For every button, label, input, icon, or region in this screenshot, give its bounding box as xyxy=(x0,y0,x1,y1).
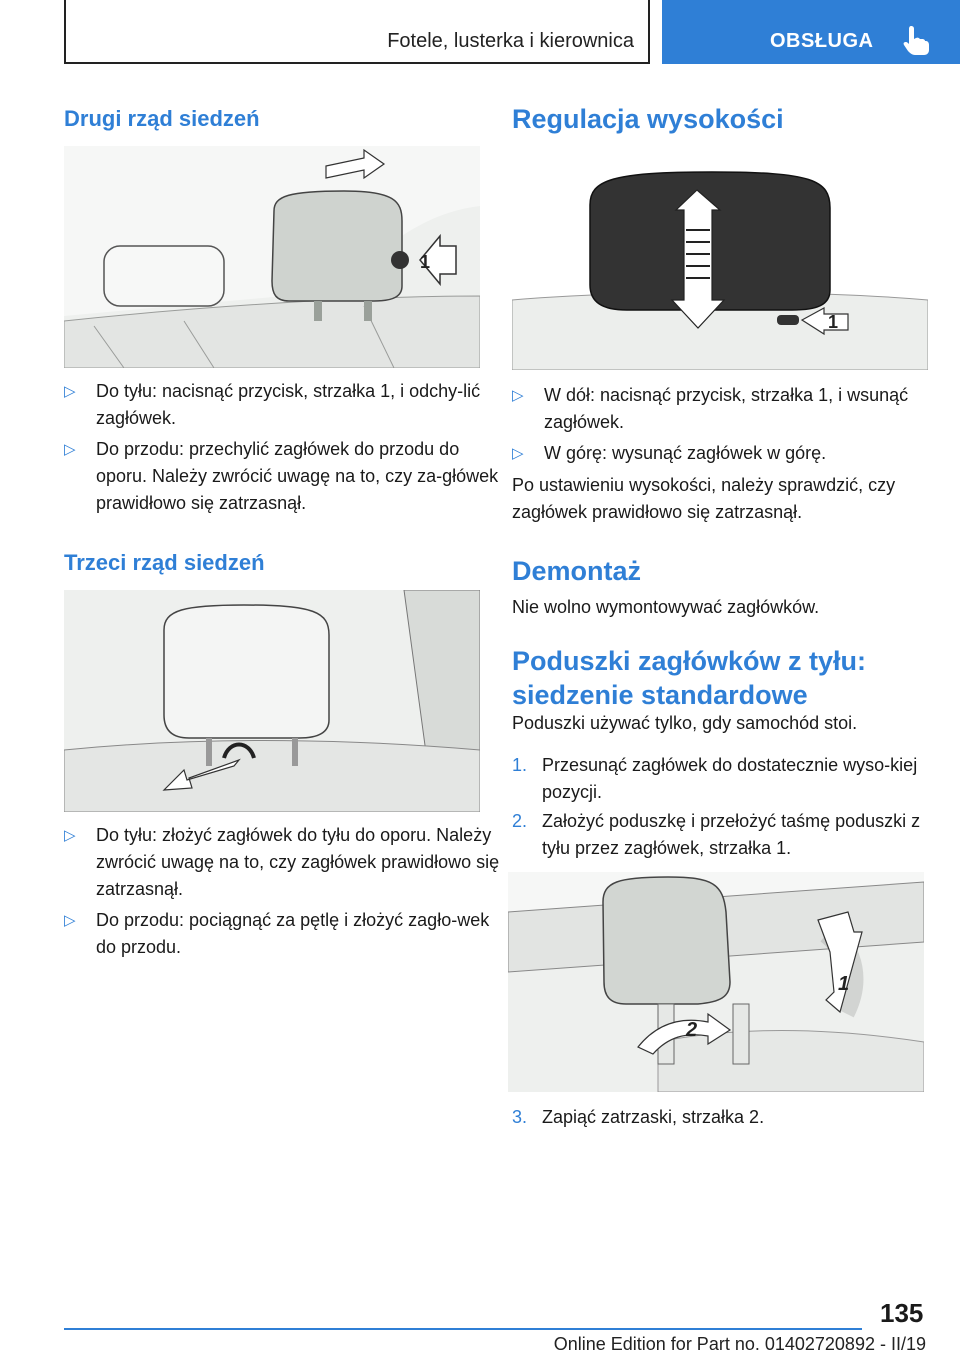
page-number: 135 xyxy=(880,1298,924,1328)
footer-edition: Online Edition for Part no. 01402720892 - II/19 xyxy=(553,1334,926,1354)
cushion-install-illustration xyxy=(508,872,924,1092)
bullet-triangle-icon: ▷ xyxy=(64,383,76,400)
list-item: ▷ Do tyłu: złożyć zagłówek do tyłu do oporu. Należy zwrócić uwagę na to, czy zagłówek prawidłowo się zatrzasnął. xyxy=(64,822,504,903)
list-item: 2. Założyć poduszkę i przełożyć taśmę poduszki z tyłu przez zagłówek, strzałka 1. xyxy=(512,808,942,862)
list-item: ▷ Do przodu: pociągnąć za pętlę i złożyć zagło-wek do przodu. xyxy=(64,907,504,961)
removal-text: Nie wolno wymontowywać zagłówków. xyxy=(512,597,820,617)
illus4-callout-1: 1 xyxy=(838,973,850,995)
bullet-triangle-icon: ▷ xyxy=(512,445,524,462)
third-row-headrest-illustration xyxy=(64,590,480,812)
second-row-headrest-illustration xyxy=(64,146,480,368)
section-title: Fotele, lusterka i kierownica xyxy=(387,30,634,52)
list-item: ▷ Do tyłu: nacisnąć przycisk, strzałka 1, i odchy-lić zagłówek. xyxy=(64,378,504,432)
list-item: 3. Zapiąć zatrzaski, strzałka 2. xyxy=(512,1104,942,1131)
bullet-triangle-icon: ▷ xyxy=(64,441,76,458)
heading-third-row: Trzeci rząd siedzeń xyxy=(64,550,265,575)
illus4-callout-2: 2 xyxy=(686,1019,698,1041)
illus1-callout-1: 1 xyxy=(420,252,431,272)
list-item: 1. Przesunąć zagłówek do dostatecznie wyso-kiej pozycji. xyxy=(512,752,942,806)
list-item: ▷ W dół: nacisnąć przycisk, strzałka 1, i wsunąć zagłówek. xyxy=(512,382,952,436)
chapter-tab-label: OBSŁUGA xyxy=(770,30,874,52)
heading-removal: Demontaż xyxy=(512,556,642,586)
chapter-tab[interactable] xyxy=(662,0,960,64)
heading-second-row: Drugi rząd siedzeń xyxy=(64,106,260,131)
cushion-intro: Poduszki używać tylko, gdy samochód stoi. xyxy=(512,713,858,733)
height-note: Po ustawieniu wysokości, należy sprawdzić, czy zagłówek prawidłowo się zatrzasnął. xyxy=(512,475,896,522)
step-number: 1. xyxy=(512,755,528,775)
step-number: 3. xyxy=(512,1107,528,1127)
footer-divider xyxy=(64,1328,862,1330)
list-item: ▷ W górę: wysunąć zagłówek w górę. xyxy=(512,440,952,467)
height-adjust-illustration xyxy=(512,150,928,370)
bullet-triangle-icon: ▷ xyxy=(512,387,524,404)
list-item: ▷ Do przodu: przechylić zagłówek do przodu do oporu. Należy zwrócić uwagę na to, czy za-główek prawidłowo się zatrzasnął. xyxy=(64,436,504,517)
illus3-callout-1: 1 xyxy=(828,312,839,332)
heading-height-adjust: Regulacja wysokości xyxy=(512,104,784,134)
bullet-triangle-icon: ▷ xyxy=(64,827,76,844)
pointing-hand-icon xyxy=(902,24,930,56)
step-number: 2. xyxy=(512,811,528,831)
bullet-triangle-icon: ▷ xyxy=(64,912,76,929)
header-section-box xyxy=(64,0,650,64)
heading-cushions: Poduszki zagłówków z tyłu: siedzenie standardowe xyxy=(512,646,867,710)
